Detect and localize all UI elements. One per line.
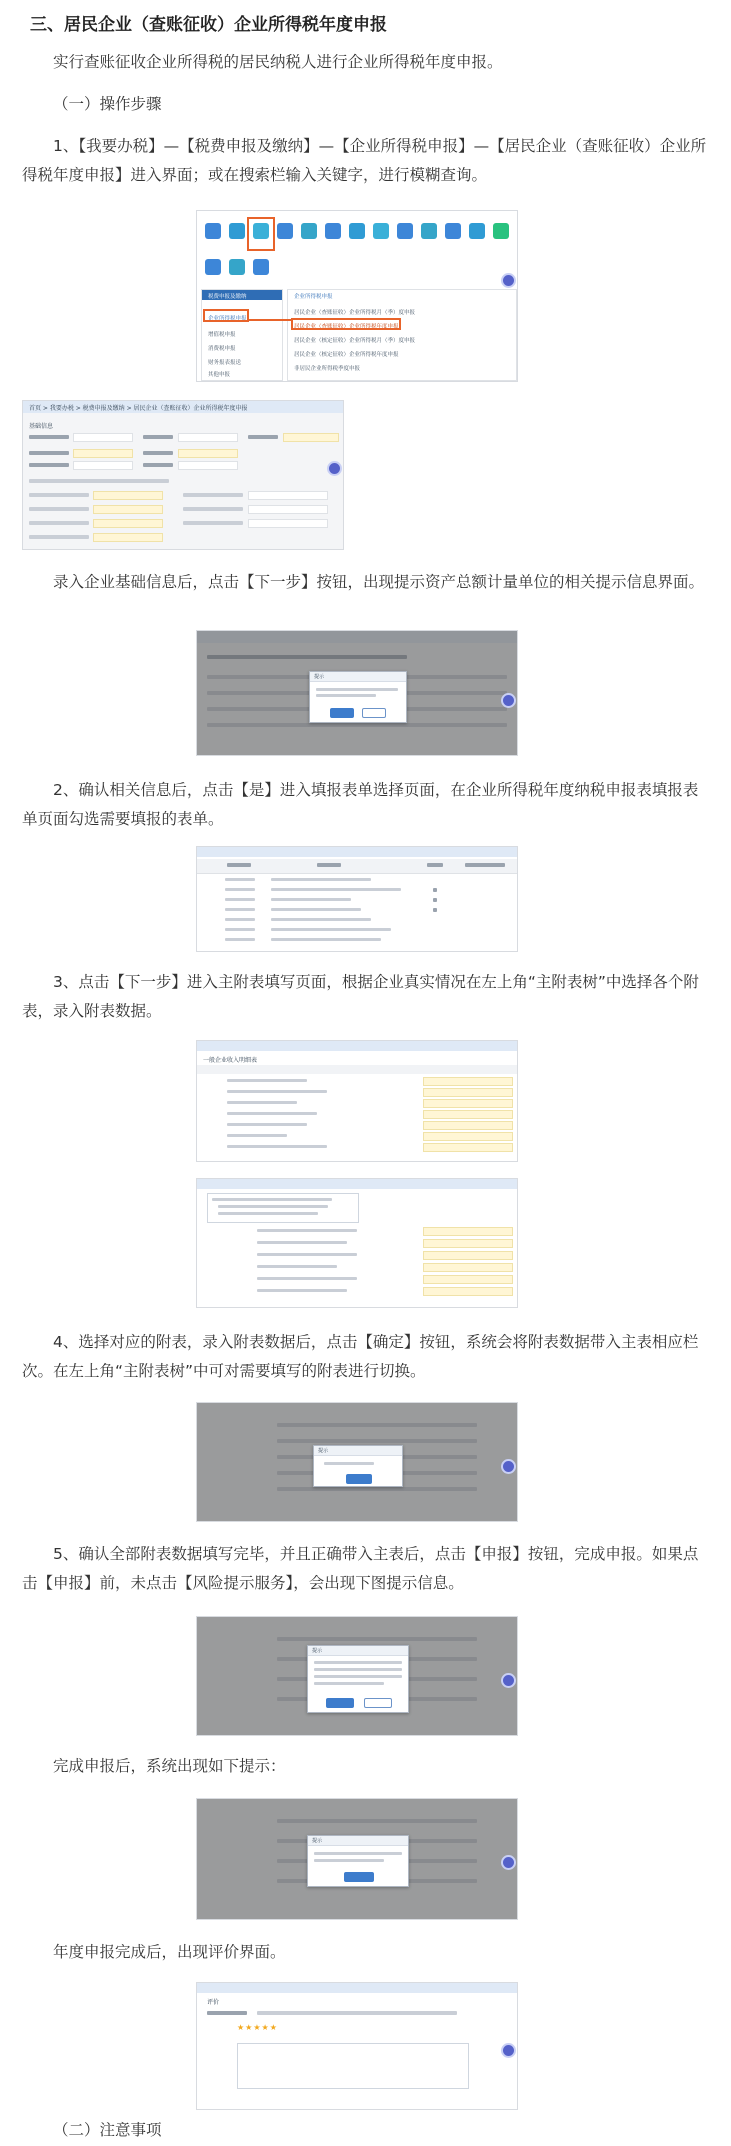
risk-service-button[interactable] (326, 1698, 354, 1708)
menu-left (201, 289, 283, 381)
scroll-button[interactable] (501, 1459, 516, 1474)
highlight-box-cit (203, 309, 249, 322)
scroll-button[interactable] (501, 2043, 516, 2058)
screenshot-risk-dialog (196, 1616, 518, 1736)
risk-dialog (307, 1645, 409, 1713)
form-field-required[interactable] (73, 449, 133, 458)
step-3-text: 3、点击【下一步】进入主附表填写页面，根据企业真实情况在左上角“主附表树”中选择各个附表，录入附表数据。 (22, 973, 699, 1020)
highlight-box-tax-declare (247, 217, 275, 251)
screenshot-menu (196, 210, 518, 382)
collect-icon (229, 259, 245, 275)
query-icon (349, 223, 365, 239)
dialog-title: 提示 (314, 674, 325, 680)
step-2-text: 2、确认相关信息后，点击【是】进入填报表单选择页面，在企业所得税年度纳税申报表填报表单页面勾选需要填报的表单。 (22, 781, 699, 828)
rating-title: 评价 (207, 1999, 220, 2006)
apply-icon (373, 223, 389, 239)
menu-left-title: 税费申报及缴纳 (208, 294, 247, 300)
menu-item-other[interactable]: 其他申报 (208, 372, 231, 378)
menu-right-title: 企业所得税申报 (294, 294, 333, 300)
screenshot-complete-dialog (196, 1798, 518, 1920)
form-field[interactable] (178, 433, 238, 442)
checkbox[interactable] (433, 898, 437, 902)
tax-icon (205, 223, 221, 239)
step-7-text: 年度申报完成后，出现评价界面。 (53, 1943, 286, 1961)
form-field[interactable] (178, 461, 238, 470)
menu-link-1[interactable]: 居民企业（查账征收）企业所得税月（季）度申报 (294, 310, 416, 316)
menu-item-vat[interactable]: 增值税申报 (208, 332, 236, 338)
menu-item-finance[interactable]: 财务报表报送 (208, 360, 242, 366)
step-6-text: 完成申报后，系统出现如下提示： (53, 1757, 286, 1775)
dialog-title: 提示 (312, 1838, 323, 1844)
screenshot-unit-dialog (196, 630, 518, 756)
checkbox[interactable] (433, 908, 437, 912)
screenshot-confirm-dialog (196, 1402, 518, 1522)
legal-icon (253, 259, 269, 275)
certificate-icon (325, 223, 341, 239)
continue-button[interactable] (364, 1698, 392, 1708)
screenshot-income-table (196, 1040, 518, 1162)
intro-paragraph: 实行查账征收企业所得税的居民纳税人进行企业所得税年度申报。 (53, 53, 503, 71)
scroll-button[interactable] (501, 693, 516, 708)
inform-icon (421, 223, 437, 239)
other-icon (493, 223, 509, 239)
tree-panel[interactable] (207, 1193, 359, 1223)
arrow-connector (249, 319, 291, 321)
refund-icon (445, 223, 461, 239)
menu-link-2[interactable]: 居民企业（查账征收）企业所得税年度申报 (294, 324, 399, 330)
ok-button[interactable] (344, 1872, 374, 1882)
form-breadcrumb: 首页 > 我要办税 > 税费申报及缴纳 > 居民企业（查账征收）企业所得税年度申报 (29, 405, 248, 412)
dialog-title: 提示 (312, 1648, 323, 1654)
service-icon (469, 223, 485, 239)
form-title: 基础信息 (29, 423, 54, 430)
menu-link-5[interactable]: 非居民企业所得税季度申报 (294, 366, 361, 372)
form-field[interactable] (73, 461, 133, 470)
invoice-icon (277, 223, 293, 239)
rating-stars[interactable]: ★★★★★ (237, 2023, 278, 2032)
complete-dialog (307, 1835, 409, 1887)
step-4-text: 4、选择对应的附表，录入附表数据后，点击【确定】按钮，系统会将附表数据带入主表相应栏次。在左上角“主附表树”中可对需要填写的附表进行切换。 (22, 1333, 699, 1380)
scroll-button[interactable] (501, 1673, 516, 1688)
dialog-no-button[interactable] (362, 708, 386, 718)
screenshot-basic-form (22, 400, 344, 550)
confirm-dialog (313, 1445, 403, 1487)
steps-heading: （一）操作步骤 (53, 95, 162, 113)
screenshot-rating (196, 1982, 518, 2110)
unit-dialog (309, 671, 407, 723)
screenshot-tree-table (196, 1178, 518, 1308)
register-icon (397, 223, 413, 239)
form-field[interactable] (73, 433, 133, 442)
step-1-text: 1、【我要办税】—【税费申报及缴纳】—【企业所得税申报】—【居民企业（查账征收）企业所得税年度申报】进入界面；或在搜索栏输入关键字，进行模糊查询。 (22, 137, 707, 184)
form-field-required[interactable] (283, 433, 339, 442)
menu-item-consumption[interactable]: 消费税申报 (208, 346, 236, 352)
table-title: 一般企业收入明细表 (203, 1057, 258, 1064)
cert-icon (205, 259, 221, 275)
scroll-button[interactable] (327, 461, 342, 476)
checkbox[interactable] (433, 888, 437, 892)
scroll-button[interactable] (501, 1855, 516, 1870)
dialog-yes-button[interactable] (330, 708, 354, 718)
menu-right (287, 289, 517, 381)
confirm-button[interactable] (346, 1474, 372, 1484)
section-title: 三、居民企业（查账征收）企业所得税年度申报 (30, 15, 387, 35)
menu-link-3[interactable]: 居民企业（核定征收）企业所得税月（季）度申报 (294, 338, 416, 344)
step-1b-text: 录入企业基础信息后，点击【下一步】按钮，出现提示资产总额计量单位的相关提示信息界面。 (53, 573, 705, 591)
menu-link-4[interactable]: 居民企业（核定征收）企业所得税年度申报 (294, 352, 399, 358)
notes-heading: （二）注意事项 (53, 2121, 162, 2139)
form-field-required[interactable] (178, 449, 238, 458)
scroll-button[interactable] (501, 273, 516, 288)
comment-textarea[interactable] (237, 2043, 469, 2089)
declare-icon (229, 223, 245, 239)
screenshot-form-select (196, 846, 518, 952)
step-5-text: 5、确认全部附表数据填写完毕，并且正确带入主表后，点击【申报】按钮，完成申报。如果点击【申报】前，未点击【风险提示服务】，会出现下图提示信息。 (22, 1545, 699, 1592)
report-icon (301, 223, 317, 239)
highlight-box-annual (291, 318, 401, 330)
menu-item-cit[interactable]: 企业所得税申报 (208, 316, 247, 322)
dialog-title: 提示 (318, 1448, 329, 1454)
